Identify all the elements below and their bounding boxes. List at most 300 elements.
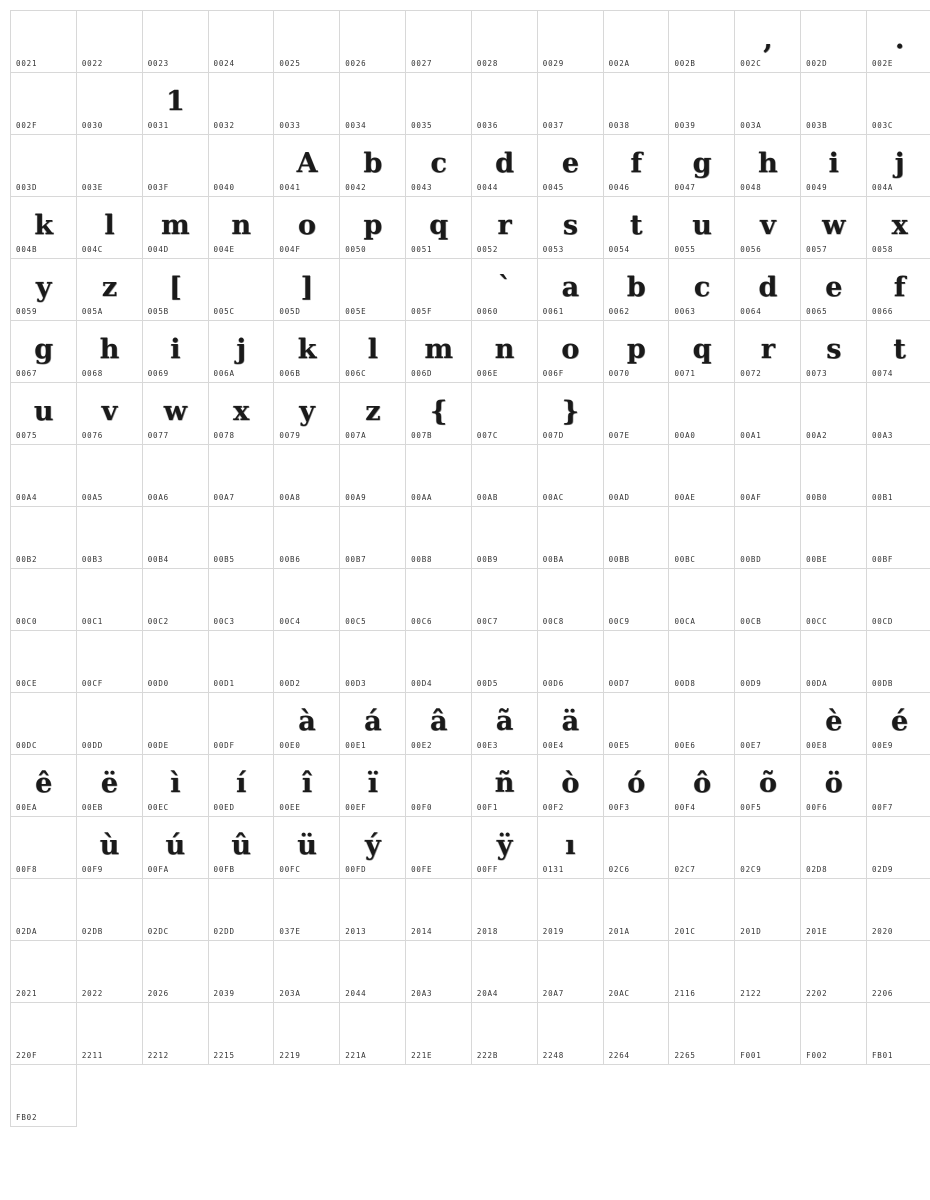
character-cell[interactable] bbox=[735, 445, 801, 507]
character-cell[interactable] bbox=[866, 259, 930, 321]
character-cell[interactable] bbox=[735, 755, 801, 817]
glyph-preview: ı bbox=[538, 823, 603, 865]
character-cell[interactable] bbox=[142, 941, 208, 1003]
character-cell[interactable] bbox=[471, 631, 537, 693]
glyph-preview: [ bbox=[143, 265, 208, 307]
character-cell[interactable] bbox=[735, 879, 801, 941]
character-cell[interactable] bbox=[274, 631, 340, 693]
character-cell[interactable] bbox=[866, 197, 930, 259]
character-cell[interactable] bbox=[406, 817, 472, 879]
glyph-codepoint-label: 004E bbox=[209, 245, 274, 258]
character-cell[interactable] bbox=[76, 445, 142, 507]
glyph-codepoint-label: 02D9 bbox=[867, 865, 930, 878]
character-cell[interactable] bbox=[142, 259, 208, 321]
character-cell[interactable] bbox=[735, 135, 801, 197]
glyph-preview bbox=[735, 699, 800, 741]
character-cell[interactable] bbox=[208, 259, 274, 321]
character-cell[interactable] bbox=[471, 73, 537, 135]
glyph-codepoint-label: F001 bbox=[735, 1051, 800, 1064]
character-cell[interactable] bbox=[142, 879, 208, 941]
character-cell[interactable] bbox=[274, 197, 340, 259]
character-cell[interactable] bbox=[669, 383, 735, 445]
character-cell[interactable] bbox=[603, 383, 669, 445]
glyph-preview bbox=[604, 513, 669, 555]
character-cell[interactable] bbox=[274, 321, 340, 383]
character-cell[interactable] bbox=[866, 383, 930, 445]
character-cell[interactable] bbox=[471, 693, 537, 755]
glyph-codepoint-label: 00F4 bbox=[669, 803, 734, 816]
character-cell[interactable] bbox=[471, 1003, 537, 1065]
character-cell[interactable] bbox=[208, 321, 274, 383]
glyph-codepoint-label: FB01 bbox=[867, 1051, 930, 1064]
character-cell[interactable] bbox=[406, 321, 472, 383]
character-cell[interactable] bbox=[208, 11, 274, 73]
character-cell[interactable] bbox=[537, 507, 603, 569]
character-cell[interactable] bbox=[603, 73, 669, 135]
character-cell[interactable] bbox=[340, 941, 406, 1003]
character-cell[interactable] bbox=[801, 11, 867, 73]
character-cell[interactable] bbox=[274, 383, 340, 445]
character-cell[interactable] bbox=[669, 507, 735, 569]
character-cell[interactable] bbox=[76, 693, 142, 755]
character-cell[interactable] bbox=[866, 817, 930, 879]
character-cell[interactable] bbox=[11, 879, 77, 941]
glyph-codepoint-label: 002E bbox=[867, 59, 930, 72]
character-cell[interactable] bbox=[735, 259, 801, 321]
glyph-preview bbox=[143, 947, 208, 989]
character-cell[interactable] bbox=[76, 941, 142, 1003]
character-cell[interactable] bbox=[76, 507, 142, 569]
character-cell[interactable] bbox=[471, 135, 537, 197]
character-cell[interactable] bbox=[735, 569, 801, 631]
character-cell[interactable] bbox=[208, 569, 274, 631]
character-cell[interactable] bbox=[340, 445, 406, 507]
character-cell[interactable] bbox=[537, 755, 603, 817]
glyph-codepoint-label: 0073 bbox=[801, 369, 866, 382]
character-cell[interactable] bbox=[76, 259, 142, 321]
character-cell[interactable] bbox=[866, 941, 930, 1003]
character-cell[interactable] bbox=[669, 569, 735, 631]
character-cell[interactable] bbox=[669, 197, 735, 259]
glyph-preview bbox=[801, 1009, 866, 1051]
character-cell[interactable] bbox=[471, 755, 537, 817]
character-cell[interactable] bbox=[406, 693, 472, 755]
character-cell[interactable] bbox=[340, 73, 406, 135]
character-cell[interactable] bbox=[537, 693, 603, 755]
character-cell[interactable] bbox=[208, 383, 274, 445]
glyph-preview bbox=[11, 513, 76, 555]
glyph-codepoint-label: 00CC bbox=[801, 617, 866, 630]
character-cell[interactable] bbox=[340, 569, 406, 631]
character-cell[interactable] bbox=[142, 445, 208, 507]
character-map-row bbox=[11, 445, 930, 507]
character-cell[interactable] bbox=[866, 507, 930, 569]
character-cell[interactable] bbox=[801, 941, 867, 1003]
character-cell[interactable] bbox=[406, 569, 472, 631]
character-cell[interactable] bbox=[340, 507, 406, 569]
character-cell[interactable] bbox=[208, 879, 274, 941]
glyph-codepoint-label: 002D bbox=[801, 59, 866, 72]
glyph-preview bbox=[406, 451, 471, 493]
character-cell[interactable] bbox=[735, 321, 801, 383]
character-cell[interactable] bbox=[603, 11, 669, 73]
glyph-preview bbox=[538, 885, 603, 927]
character-cell[interactable] bbox=[340, 631, 406, 693]
character-cell[interactable] bbox=[274, 1003, 340, 1065]
character-cell[interactable] bbox=[537, 259, 603, 321]
character-cell[interactable] bbox=[537, 197, 603, 259]
character-cell[interactable] bbox=[669, 631, 735, 693]
character-cell[interactable] bbox=[142, 755, 208, 817]
character-cell[interactable] bbox=[274, 941, 340, 1003]
glyph-preview bbox=[143, 699, 208, 741]
character-cell[interactable] bbox=[537, 1003, 603, 1065]
glyph-codepoint-label: 00F9 bbox=[77, 865, 142, 878]
character-cell[interactable] bbox=[11, 321, 77, 383]
character-cell[interactable] bbox=[11, 259, 77, 321]
character-cell[interactable] bbox=[142, 693, 208, 755]
character-map-row bbox=[11, 693, 930, 755]
character-cell[interactable] bbox=[471, 507, 537, 569]
character-cell[interactable] bbox=[603, 445, 669, 507]
character-cell[interactable] bbox=[471, 569, 537, 631]
character-cell[interactable] bbox=[801, 817, 867, 879]
character-cell[interactable] bbox=[142, 383, 208, 445]
glyph-codepoint-label: 00D5 bbox=[472, 679, 537, 692]
character-cell[interactable] bbox=[406, 507, 472, 569]
character-cell[interactable] bbox=[11, 11, 77, 73]
character-cell[interactable] bbox=[471, 197, 537, 259]
character-cell[interactable] bbox=[274, 817, 340, 879]
character-cell[interactable] bbox=[866, 631, 930, 693]
character-cell[interactable] bbox=[208, 941, 274, 1003]
character-cell[interactable] bbox=[603, 693, 669, 755]
character-cell[interactable] bbox=[603, 1003, 669, 1065]
character-cell[interactable] bbox=[471, 383, 537, 445]
character-cell[interactable] bbox=[76, 1003, 142, 1065]
character-cell[interactable] bbox=[208, 197, 274, 259]
character-cell[interactable] bbox=[735, 73, 801, 135]
character-cell[interactable] bbox=[866, 879, 930, 941]
character-cell[interactable] bbox=[142, 11, 208, 73]
character-cell[interactable] bbox=[76, 631, 142, 693]
character-cell[interactable] bbox=[76, 135, 142, 197]
character-cell[interactable] bbox=[735, 197, 801, 259]
character-cell[interactable] bbox=[274, 693, 340, 755]
character-cell[interactable] bbox=[866, 569, 930, 631]
character-cell[interactable] bbox=[142, 817, 208, 879]
character-cell[interactable] bbox=[76, 569, 142, 631]
glyph-preview bbox=[209, 699, 274, 741]
character-cell[interactable] bbox=[537, 135, 603, 197]
character-cell[interactable] bbox=[11, 1003, 77, 1065]
glyph-preview: ä bbox=[538, 699, 603, 741]
glyph-preview: e bbox=[538, 141, 603, 183]
character-cell[interactable] bbox=[603, 135, 669, 197]
character-cell[interactable] bbox=[471, 817, 537, 879]
glyph-codepoint-label: 00A8 bbox=[274, 493, 339, 506]
character-cell[interactable] bbox=[866, 11, 930, 73]
character-cell[interactable] bbox=[76, 383, 142, 445]
character-cell[interactable] bbox=[669, 817, 735, 879]
character-cell[interactable] bbox=[669, 1003, 735, 1065]
character-cell[interactable] bbox=[274, 879, 340, 941]
character-cell[interactable] bbox=[735, 1003, 801, 1065]
character-cell[interactable] bbox=[669, 73, 735, 135]
character-cell[interactable] bbox=[801, 631, 867, 693]
character-cell[interactable] bbox=[340, 259, 406, 321]
character-cell[interactable] bbox=[274, 569, 340, 631]
character-cell[interactable] bbox=[76, 755, 142, 817]
character-map-table bbox=[10, 10, 930, 1127]
character-cell[interactable] bbox=[669, 693, 735, 755]
character-cell[interactable] bbox=[669, 321, 735, 383]
character-cell[interactable] bbox=[274, 135, 340, 197]
glyph-preview bbox=[735, 575, 800, 617]
character-cell[interactable] bbox=[406, 941, 472, 1003]
character-cell[interactable] bbox=[274, 73, 340, 135]
character-cell[interactable] bbox=[340, 197, 406, 259]
character-cell[interactable] bbox=[801, 73, 867, 135]
character-cell[interactable] bbox=[801, 507, 867, 569]
character-cell[interactable] bbox=[801, 259, 867, 321]
character-cell[interactable] bbox=[274, 445, 340, 507]
character-cell[interactable] bbox=[76, 197, 142, 259]
glyph-preview: à bbox=[274, 699, 339, 741]
character-cell[interactable] bbox=[76, 879, 142, 941]
character-cell[interactable] bbox=[142, 73, 208, 135]
character-cell[interactable] bbox=[866, 755, 930, 817]
character-cell[interactable] bbox=[669, 755, 735, 817]
character-cell[interactable] bbox=[76, 11, 142, 73]
character-cell[interactable] bbox=[406, 11, 472, 73]
character-cell[interactable] bbox=[142, 197, 208, 259]
character-cell[interactable] bbox=[735, 631, 801, 693]
character-cell[interactable] bbox=[866, 1003, 930, 1065]
character-cell[interactable] bbox=[603, 817, 669, 879]
character-cell[interactable] bbox=[669, 445, 735, 507]
character-cell[interactable] bbox=[11, 569, 77, 631]
character-cell[interactable] bbox=[11, 445, 77, 507]
character-cell[interactable] bbox=[340, 1003, 406, 1065]
character-cell[interactable] bbox=[406, 631, 472, 693]
character-cell[interactable] bbox=[11, 1065, 77, 1127]
character-cell[interactable] bbox=[340, 321, 406, 383]
character-cell[interactable] bbox=[537, 73, 603, 135]
glyph-codepoint-label: 00EE bbox=[274, 803, 339, 816]
character-cell[interactable] bbox=[735, 941, 801, 1003]
character-cell[interactable] bbox=[603, 755, 669, 817]
glyph-preview bbox=[274, 575, 339, 617]
character-map-row bbox=[11, 321, 930, 383]
glyph-preview: z bbox=[340, 389, 405, 431]
character-cell[interactable] bbox=[76, 817, 142, 879]
glyph-preview: r bbox=[735, 327, 800, 369]
glyph-codepoint-label: 0072 bbox=[735, 369, 800, 382]
character-cell[interactable] bbox=[669, 11, 735, 73]
glyph-preview bbox=[867, 575, 930, 617]
character-cell[interactable] bbox=[406, 755, 472, 817]
character-cell[interactable] bbox=[406, 197, 472, 259]
character-cell[interactable] bbox=[142, 569, 208, 631]
character-cell[interactable] bbox=[537, 445, 603, 507]
glyph-preview bbox=[77, 885, 142, 927]
character-cell[interactable] bbox=[866, 693, 930, 755]
character-cell[interactable] bbox=[603, 879, 669, 941]
character-cell[interactable] bbox=[669, 259, 735, 321]
character-cell[interactable] bbox=[669, 941, 735, 1003]
character-cell[interactable] bbox=[406, 1003, 472, 1065]
glyph-codepoint-label: 00E4 bbox=[538, 741, 603, 754]
character-cell[interactable] bbox=[735, 817, 801, 879]
glyph-codepoint-label: 003C bbox=[867, 121, 930, 134]
character-cell[interactable] bbox=[866, 73, 930, 135]
character-cell[interactable] bbox=[142, 135, 208, 197]
character-cell[interactable] bbox=[208, 507, 274, 569]
character-cell[interactable] bbox=[735, 507, 801, 569]
character-cell[interactable] bbox=[471, 445, 537, 507]
character-cell[interactable] bbox=[406, 879, 472, 941]
character-cell[interactable] bbox=[406, 135, 472, 197]
character-cell[interactable] bbox=[340, 135, 406, 197]
glyph-preview bbox=[209, 1009, 274, 1051]
character-cell[interactable] bbox=[11, 631, 77, 693]
character-cell[interactable] bbox=[274, 259, 340, 321]
character-cell[interactable] bbox=[537, 383, 603, 445]
character-cell[interactable] bbox=[406, 445, 472, 507]
glyph-preview bbox=[143, 637, 208, 679]
character-cell[interactable] bbox=[471, 941, 537, 1003]
glyph-preview: f bbox=[604, 141, 669, 183]
glyph-preview bbox=[472, 637, 537, 679]
character-cell[interactable] bbox=[866, 321, 930, 383]
character-cell[interactable] bbox=[11, 197, 77, 259]
character-cell[interactable] bbox=[603, 941, 669, 1003]
character-cell[interactable] bbox=[208, 135, 274, 197]
character-cell[interactable] bbox=[669, 135, 735, 197]
character-cell[interactable] bbox=[603, 259, 669, 321]
character-cell[interactable] bbox=[471, 259, 537, 321]
character-cell[interactable] bbox=[340, 879, 406, 941]
character-cell[interactable] bbox=[208, 1003, 274, 1065]
character-cell[interactable] bbox=[471, 11, 537, 73]
glyph-codepoint-label: 00CA bbox=[669, 617, 734, 630]
character-cell[interactable] bbox=[340, 383, 406, 445]
character-cell[interactable] bbox=[274, 755, 340, 817]
character-cell[interactable] bbox=[801, 1003, 867, 1065]
character-cell[interactable] bbox=[603, 507, 669, 569]
character-cell[interactable] bbox=[142, 631, 208, 693]
glyph-preview bbox=[472, 513, 537, 555]
character-cell[interactable] bbox=[537, 569, 603, 631]
character-cell[interactable] bbox=[208, 693, 274, 755]
character-cell[interactable] bbox=[801, 755, 867, 817]
character-cell[interactable] bbox=[208, 755, 274, 817]
character-cell[interactable] bbox=[208, 631, 274, 693]
character-cell[interactable] bbox=[669, 879, 735, 941]
character-cell[interactable] bbox=[537, 879, 603, 941]
character-cell[interactable] bbox=[274, 507, 340, 569]
character-cell[interactable] bbox=[735, 693, 801, 755]
character-cell[interactable] bbox=[537, 321, 603, 383]
character-cell[interactable] bbox=[142, 507, 208, 569]
character-cell[interactable] bbox=[801, 879, 867, 941]
glyph-codepoint-label: 0078 bbox=[209, 431, 274, 444]
character-cell[interactable] bbox=[801, 135, 867, 197]
character-cell[interactable] bbox=[11, 507, 77, 569]
glyph-preview bbox=[340, 1009, 405, 1051]
character-cell[interactable] bbox=[11, 755, 77, 817]
glyph-codepoint-label: 0024 bbox=[209, 59, 274, 72]
character-cell[interactable] bbox=[471, 321, 537, 383]
character-map-row bbox=[11, 631, 930, 693]
character-cell[interactable] bbox=[735, 11, 801, 73]
glyph-preview bbox=[274, 947, 339, 989]
character-cell[interactable] bbox=[471, 879, 537, 941]
glyph-codepoint-label: 00F2 bbox=[538, 803, 603, 816]
character-cell[interactable] bbox=[866, 135, 930, 197]
character-cell[interactable] bbox=[537, 11, 603, 73]
character-cell[interactable] bbox=[340, 11, 406, 73]
character-cell[interactable] bbox=[340, 693, 406, 755]
character-cell[interactable] bbox=[11, 73, 77, 135]
character-cell[interactable] bbox=[11, 383, 77, 445]
character-cell[interactable] bbox=[142, 321, 208, 383]
character-cell[interactable] bbox=[208, 817, 274, 879]
glyph-preview bbox=[669, 575, 734, 617]
character-cell[interactable] bbox=[11, 135, 77, 197]
character-cell[interactable] bbox=[537, 941, 603, 1003]
glyph-codepoint-label: 2212 bbox=[143, 1051, 208, 1064]
glyph-preview bbox=[274, 79, 339, 121]
character-cell[interactable] bbox=[801, 569, 867, 631]
character-cell[interactable] bbox=[801, 321, 867, 383]
glyph-codepoint-label: 00DF bbox=[209, 741, 274, 754]
character-cell[interactable] bbox=[801, 693, 867, 755]
character-cell[interactable] bbox=[537, 631, 603, 693]
character-cell[interactable] bbox=[603, 631, 669, 693]
character-cell[interactable] bbox=[274, 11, 340, 73]
character-cell[interactable] bbox=[406, 259, 472, 321]
glyph-codepoint-label: 0057 bbox=[801, 245, 866, 258]
character-cell[interactable] bbox=[801, 383, 867, 445]
character-cell[interactable] bbox=[603, 321, 669, 383]
character-cell[interactable] bbox=[866, 445, 930, 507]
character-cell[interactable] bbox=[406, 383, 472, 445]
character-cell[interactable] bbox=[735, 383, 801, 445]
character-cell[interactable] bbox=[208, 73, 274, 135]
glyph-preview bbox=[735, 885, 800, 927]
glyph-preview bbox=[406, 761, 471, 803]
character-cell[interactable] bbox=[11, 817, 77, 879]
character-cell[interactable] bbox=[340, 755, 406, 817]
character-map-row bbox=[11, 755, 930, 817]
character-cell[interactable] bbox=[801, 445, 867, 507]
character-cell[interactable] bbox=[406, 73, 472, 135]
character-cell[interactable] bbox=[340, 817, 406, 879]
character-cell[interactable] bbox=[801, 197, 867, 259]
character-cell[interactable] bbox=[11, 693, 77, 755]
glyph-codepoint-label: 00B6 bbox=[274, 555, 339, 568]
character-cell[interactable] bbox=[11, 941, 77, 1003]
character-cell[interactable] bbox=[603, 569, 669, 631]
character-cell[interactable] bbox=[142, 1003, 208, 1065]
character-cell[interactable] bbox=[208, 445, 274, 507]
character-cell[interactable] bbox=[537, 817, 603, 879]
character-cell[interactable] bbox=[76, 321, 142, 383]
character-cell[interactable] bbox=[76, 73, 142, 135]
character-cell[interactable] bbox=[603, 197, 669, 259]
